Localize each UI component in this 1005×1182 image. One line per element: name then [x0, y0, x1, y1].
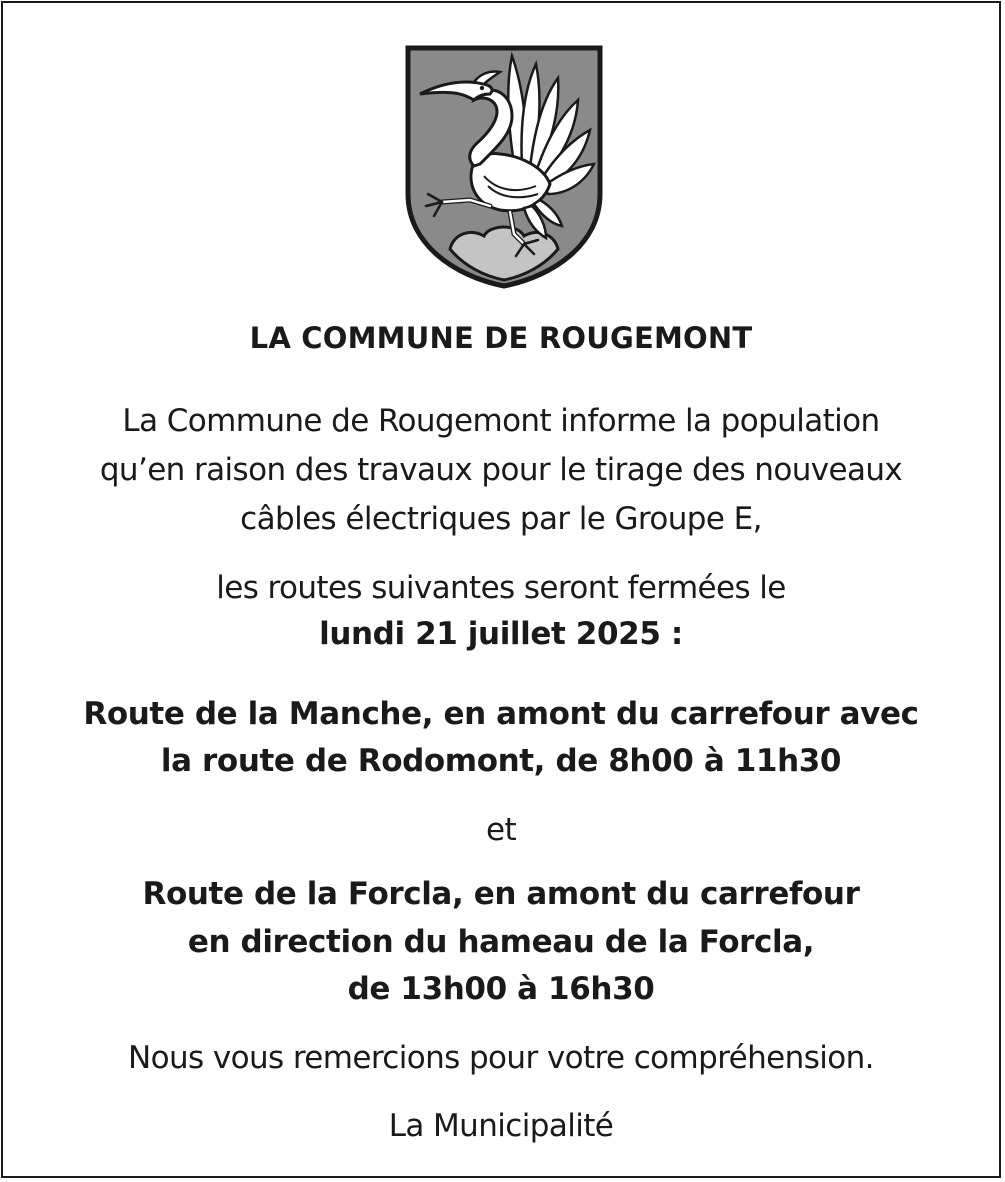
route-1-line: Route de la Manche, en amont du carrefour avec [83, 696, 919, 732]
closure-notice-line: les routes suivantes seront fermées le [216, 570, 786, 606]
intro-line: qu’en raison des travaux pour le tirage des nouveaux [99, 452, 903, 488]
intro-line: La Commune de Rougemont informe la population [122, 403, 880, 439]
conjunction-text: et [485, 812, 517, 848]
page-title: LA COMMUNE DE ROUGEMONT [249, 321, 753, 355]
notice-frame [1, 1, 1001, 1178]
route-2-line: de 13h00 à 16h30 [347, 971, 655, 1007]
route-1-line: la route de Rodomont, de 8h00 à 11h30 [160, 743, 842, 779]
thanks-text: Nous vous remercions pour votre compréhension. [128, 1040, 874, 1076]
route-2-line: Route de la Forcla, en amont du carrefour [142, 876, 860, 912]
closure-date: lundi 21 juillet 2025 : [319, 616, 683, 652]
signature: La Municipalité [388, 1108, 614, 1144]
intro-line: câbles électriques par le Groupe E, [240, 501, 762, 537]
heron-coat-of-arms-icon [404, 44, 604, 290]
route-2-line: en direction du hameau de la Forcla, [187, 924, 815, 960]
